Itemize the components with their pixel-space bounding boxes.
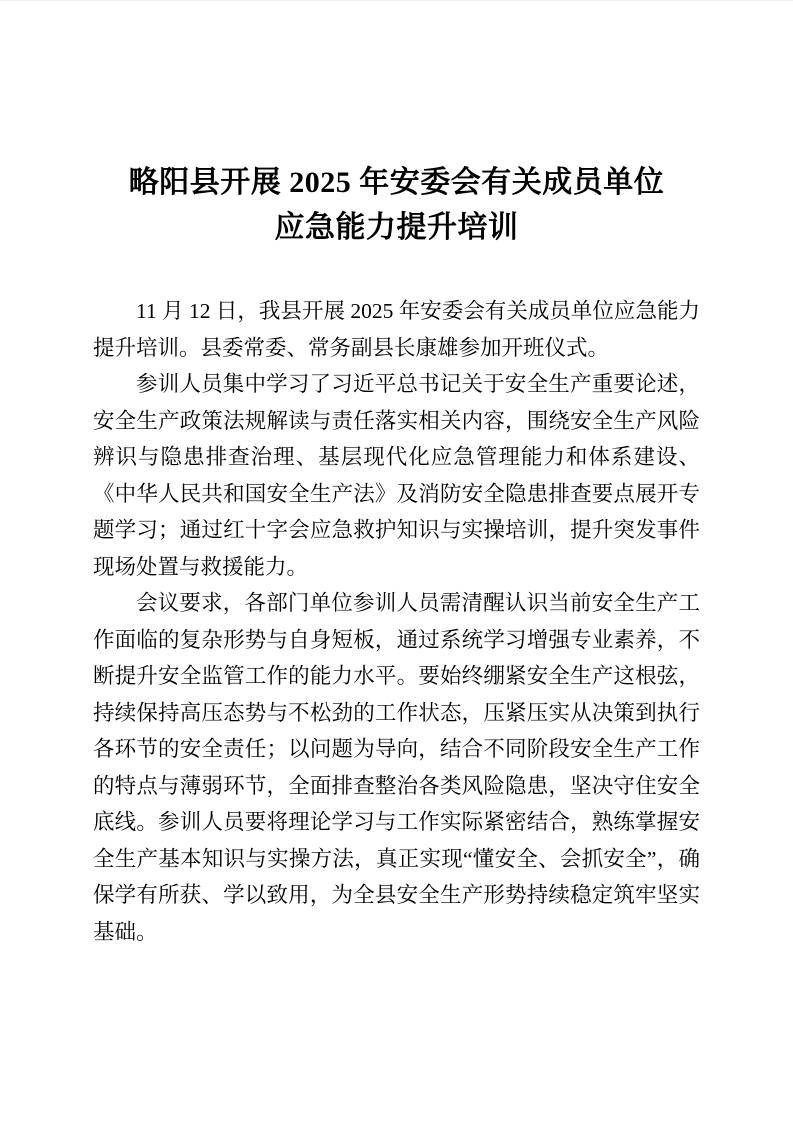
document-content: [0, 1, 793, 950]
document-title-line-1: 略阳县开展 2025 年安委会有关成员单位: [128, 166, 665, 199]
document-title: [93, 160, 700, 250]
body-paragraph-3: 会议要求，各部门单位参训人员需清醒认识当前安全生产工作面临的复杂形势与自身短板，通过系统学习增强专业素养，不断提升安全监管工作的能力水平。要始终绷紧安全生产这根弦，持续保持高压态势与不松劲的工作状态，压紧压实从决策到执行各环节的安全责任；以问题为导向，结合不同阶段安全生产工作的特点与薄弱环节，全面排查整治各类风险隐患，坚决守住安全底线。参训人员要将理论学习与工作实际紧密结合，熟练掌握安全生产基本知识与实操方法，真正实现“懂安全、会抓安全”，确保学有所获、学以致用，为全县安全生产形势持续稳定筑牢坚实基础。: [93, 591, 700, 944]
document-title-line-2: 应急能力提升培训: [274, 211, 519, 244]
article-body: [93, 293, 700, 950]
body-paragraph-2: 参训人员集中学习了习近平总书记关于安全生产重要论述，安全生产政策法规解读与责任落实相关内容，围绕安全生产风险辨识与隐患排查治理、基层现代化应急管理能力和体系建设、《中华人民共和国安全生产法》及消防安全隐患排查要点展开专题学习；通过红十字会应急救护知识与实操培训，提升突发事件现场处置与救援能力。: [93, 372, 700, 579]
body-paragraph-1: 11 月 12 日，我县开展 2025 年安委会有关成员单位应急能力提升培训。县委常委、常务副县长康雄参加开班仪式。: [93, 299, 700, 360]
